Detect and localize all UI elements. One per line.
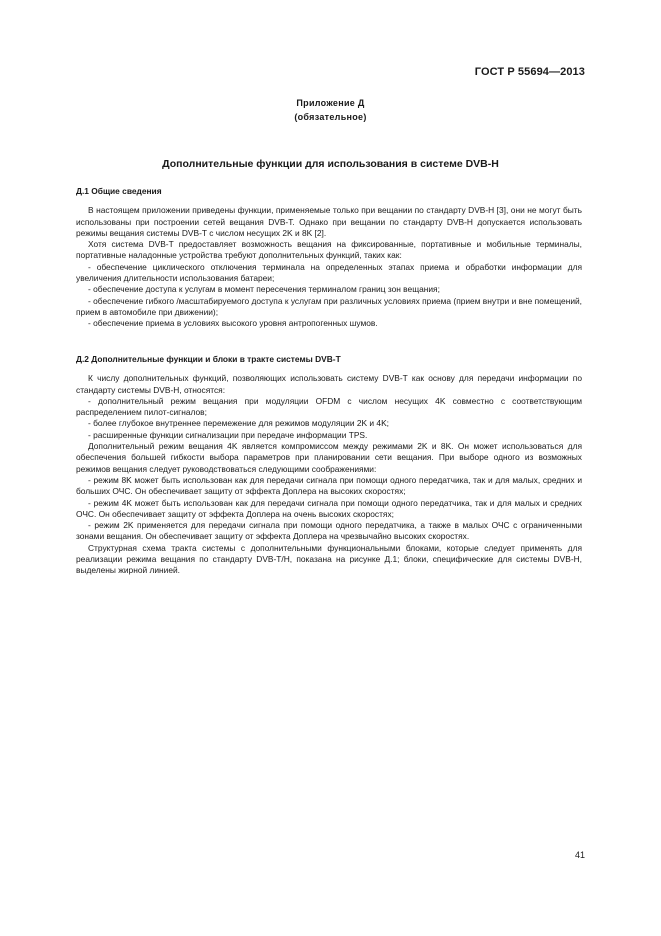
section-2-heading: Д.2 Дополнительные функции и блоки в тракте системы DVB-T (76, 354, 341, 364)
paragraph: К числу дополнительных функций, позволяющих использовать систему DVB-T как основу для передачи информации по стандарту системы DVB-H, относятся: (76, 373, 582, 395)
section-2 (76, 354, 582, 577)
section-1 (76, 186, 582, 330)
page-title: Дополнительные функции для использования в системе DVB-H (162, 158, 499, 170)
appendix-status: (обязательное) (294, 112, 367, 122)
list-item: - более глубокое внутреннее перемежение для режимов модуляции 2K и 4K; (88, 418, 389, 429)
list-item: - обеспечение доступа к услугам в момент пересечения терминалом границ зон вещания; (88, 284, 440, 295)
list-item: - режим 4K может быть использован как для передачи сигнала при помощи одного передатчика, так и для малых и средних ОЧС. Он обеспечивает защиту от эффекта Доплера на очень высоких скоростях; (76, 497, 582, 519)
paragraph: Дополнительный режим вещания 4K является компромиссом между режимами 2K и 8K. Он может использоваться для обеспечения большей гибкости выбора параметров при планировании сети вещания. При выборе одного из возможных режимов вещания следует руководствоваться следующими соображениями: (76, 441, 582, 474)
appendix-label: Приложение Д (296, 98, 365, 108)
appendix-heading (0, 96, 661, 124)
list-item: - обеспечение гибкого /масштабируемого доступа к услугам при различных условиях приема (прием внутри и вне помещений, прием в автомобиле при движении); (76, 295, 582, 317)
paragraph: Хотя система DVB-T предоставляет возможность вещания на фиксированные, портативные и мобильные терминалы, портативные наладонные устройства требуют дополнительных функций, таких как: (76, 239, 582, 261)
list-item: - режим 2K применяется для передачи сигнала при помощи одного передатчика, а также в малых ОЧС с ограниченными зонами вещания. Он обеспечивает защиту от эффекта Доплера на чрезвычайно высоких скоростях. (76, 520, 582, 542)
paragraph: В настоящем приложении приведены функции, применяемые только при вещании по стандарту DVB-H [3], они не могут быть использованы при построении сетей вещания DVB-T. Однако при вещании по стандарту DVB-H допускается использовать режимы вещания системы DVB-T с числом несущих 2K и 8K [2]. (76, 205, 582, 238)
list-item: - обеспечение циклического отключения терминала на определенных этапах приема и обработки информации для увеличения длительности использования батареи; (76, 261, 582, 284)
list-item: - расширенные функции сигнализации при передаче информации TPS. (88, 429, 368, 440)
standard-number: ГОСТ Р 55694—2013 (474, 66, 585, 78)
paragraph: Структурная схема тракта системы с дополнительными функциональными блоками, которые следует применять для реализации режима вещания по стандарту DVB-T/H, показана на рисунке Д.1; блоки, специфические для системы DVB-H, выделены жирной линией. (76, 542, 582, 576)
list-item: - режим 8K может быть использован как для передачи сигнала при помощи одного передатчика, так и для малых, средних и больших ОЧС. Он обеспечивает защиту от эффекта Доплера на высоких скоростях; (76, 474, 582, 497)
list-item: - дополнительный режим вещания при модуляции OFDM с числом несущих 4K совместно с соответствующим распределением пилот-сигналов; (76, 395, 582, 418)
page-number: 41 (574, 850, 585, 860)
section-1-heading: Д.1 Общие сведения (76, 186, 162, 196)
list-item: - обеспечение приема в условиях высокого уровня антропогенных шумов. (88, 318, 378, 329)
